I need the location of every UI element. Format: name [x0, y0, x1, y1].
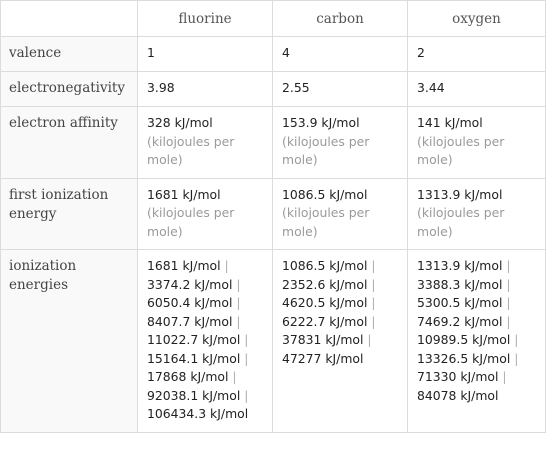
column-header-oxygen: oxygen	[408, 1, 546, 37]
separator: |	[506, 258, 511, 273]
column-header-fluorine: fluorine	[138, 1, 273, 37]
ionization-energy-value: 13326.5 kJ/mol	[417, 350, 511, 366]
separator: |	[514, 332, 519, 347]
ionization-energy-value: 15164.1 kJ/mol	[147, 350, 241, 366]
value-text: 141 kJ/mol	[417, 115, 483, 130]
separator: |	[224, 258, 229, 273]
value-text: 1313.9 kJ/mol	[417, 186, 503, 202]
header-row	[1, 1, 546, 37]
ionization-energy-value: 5300.5 kJ/mol	[417, 295, 503, 310]
cell-first-ionization-carbon	[273, 178, 408, 250]
ionization-energy-value: 71330 kJ/mol	[417, 369, 499, 384]
ionization-energy-value: 37831 kJ/mol	[282, 332, 364, 347]
separator: |	[506, 313, 511, 329]
value-text: 1086.5 kJ/mol	[282, 186, 368, 202]
separator: |	[236, 295, 241, 310]
value-text: 153.9 kJ/mol	[282, 115, 360, 130]
ionization-energy-value: 10989.5 kJ/mol	[417, 332, 511, 347]
separator: |	[367, 332, 372, 347]
cell-electronegativity-oxygen: 3.44	[408, 72, 546, 107]
cell-valence-oxygen: 2	[408, 37, 546, 72]
ionization-energy-value: 4620.5 kJ/mol	[282, 295, 368, 310]
cell-electronegativity-fluorine: 3.98	[138, 72, 273, 107]
separator: |	[371, 313, 376, 329]
cell-first-ionization-oxygen	[408, 178, 546, 250]
separator: |	[236, 276, 241, 292]
separator: |	[514, 350, 519, 366]
cell-first-ionization-fluorine	[138, 178, 273, 250]
ionization-energy-value: 92038.1 kJ/mol	[147, 387, 241, 403]
separator: |	[244, 350, 249, 366]
separator: |	[371, 295, 376, 310]
ionization-energy-value: 106434.3 kJ/mol	[147, 406, 249, 421]
row-header-first-ionization-energy: first ionization energy	[1, 178, 138, 250]
cell-valence-fluorine: 1	[138, 37, 273, 72]
ionization-energy-value: 1681 kJ/mol	[147, 258, 221, 273]
row-header-ionization-energies: ionization energies	[1, 250, 138, 433]
cell-electron-affinity-oxygen	[408, 107, 546, 179]
ionization-energy-value: 47277 kJ/mol	[282, 350, 364, 366]
cell-ionization-energies-oxygen	[408, 250, 546, 433]
ionization-energy-value: 84078 kJ/mol	[417, 387, 499, 403]
cell-electron-affinity-carbon	[273, 107, 408, 179]
row-header-valence: valence	[1, 37, 138, 72]
ionization-energy-value: 11022.7 kJ/mol	[147, 332, 241, 347]
unit-note: (kilojoules per mole)	[147, 205, 235, 239]
separator: |	[244, 387, 249, 403]
table-row-valence	[1, 37, 546, 72]
separator: |	[506, 276, 511, 292]
cell-electron-affinity-fluorine	[138, 107, 273, 179]
unit-note: (kilojoules per mole)	[282, 133, 370, 167]
cell-ionization-energies-carbon	[273, 250, 408, 433]
value-text: 328 kJ/mol	[147, 115, 213, 130]
row-header-electron-affinity: electron affinity	[1, 107, 138, 179]
ionization-energy-value: 3388.3 kJ/mol	[417, 276, 503, 292]
cell-electronegativity-carbon: 2.55	[273, 72, 408, 107]
separator: |	[236, 313, 241, 329]
ionization-energy-value: 7469.2 kJ/mol	[417, 313, 503, 329]
row-header-electronegativity: electronegativity	[1, 72, 138, 107]
column-header-carbon: carbon	[273, 1, 408, 37]
ionization-energy-value: 1086.5 kJ/mol	[282, 258, 368, 273]
corner-cell	[1, 1, 138, 37]
unit-note: (kilojoules per mole)	[417, 133, 505, 167]
unit-note: (kilojoules per mole)	[417, 205, 505, 239]
separator: |	[232, 369, 237, 384]
separator: |	[506, 295, 511, 310]
table-row-first-ionization-energy	[1, 178, 546, 250]
table-row-electron-affinity	[1, 107, 546, 179]
table-row-ionization-energies	[1, 250, 546, 433]
separator: |	[371, 276, 376, 292]
ionization-energy-value: 6050.4 kJ/mol	[147, 295, 233, 310]
value-text: 1681 kJ/mol	[147, 186, 221, 202]
separator: |	[502, 369, 507, 384]
ionization-energy-value: 1313.9 kJ/mol	[417, 258, 503, 273]
cell-ionization-energies-fluorine	[138, 250, 273, 433]
ionization-energy-value: 8407.7 kJ/mol	[147, 313, 233, 329]
ionization-energy-value: 17868 kJ/mol	[147, 369, 229, 384]
separator: |	[371, 258, 376, 273]
ionization-energy-value: 3374.2 kJ/mol	[147, 276, 233, 292]
unit-note: (kilojoules per mole)	[282, 205, 370, 239]
separator: |	[244, 332, 249, 347]
ionization-energy-value: 6222.7 kJ/mol	[282, 313, 368, 329]
cell-valence-carbon: 4	[273, 37, 408, 72]
unit-note: (kilojoules per mole)	[147, 133, 235, 167]
table-row-electronegativity	[1, 72, 546, 107]
ionization-energy-value: 2352.6 kJ/mol	[282, 276, 368, 292]
